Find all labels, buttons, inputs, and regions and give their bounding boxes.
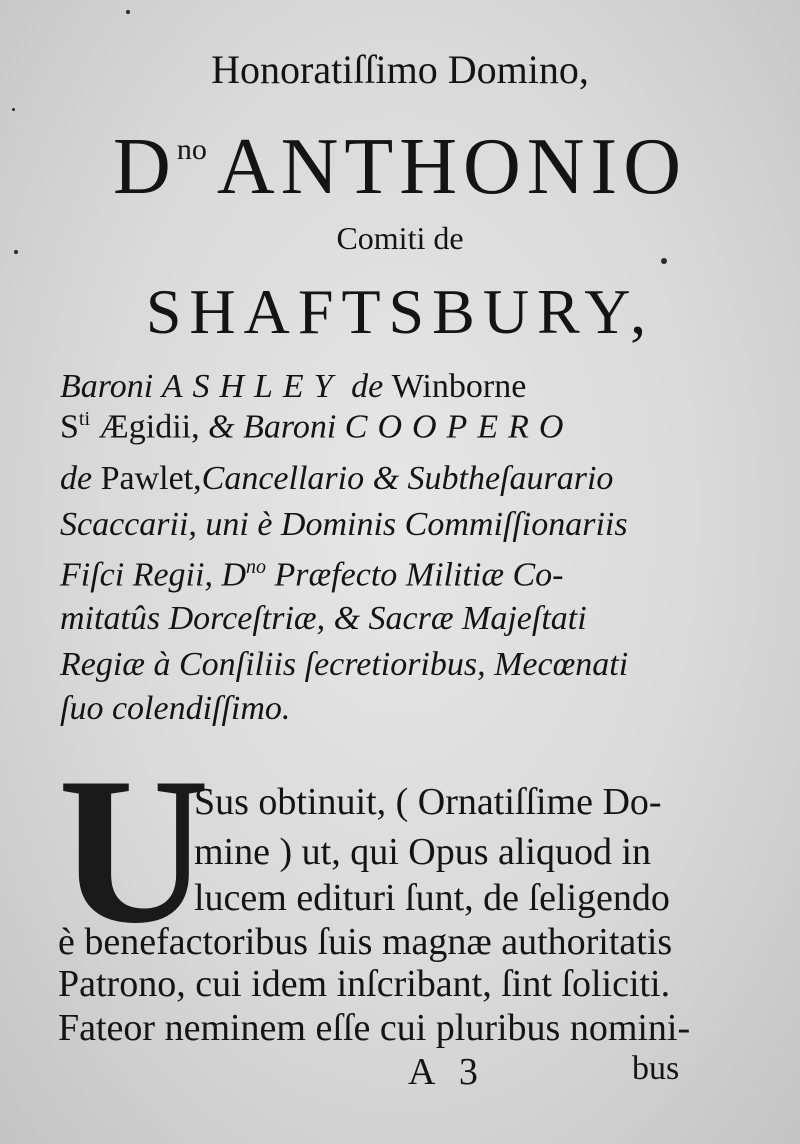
title-superscript: no <box>176 133 207 166</box>
line2-d: Baroni <box>234 408 345 446</box>
line3-b: Pawlet, <box>100 460 202 497</box>
line3-a: de <box>60 460 101 497</box>
line2-c: & <box>208 408 235 446</box>
ink-speck <box>12 108 15 111</box>
line2-e: COOPERO <box>344 408 574 446</box>
line2-sup: ti <box>78 408 91 430</box>
title-prefix: D <box>113 123 177 211</box>
line5-a: Fiſci Regii, D <box>60 556 247 594</box>
line2-b: Ægidii, <box>90 408 209 446</box>
ink-speck <box>14 250 18 254</box>
dedication-line-6: mitatûs Dorceſtriæ, & Sacræ Majeſtati <box>60 600 587 637</box>
line5-b: Præfecto Militiæ Co- <box>266 556 564 594</box>
dedication-line-7: Regiæ à Conſiliis ſecretioribus, Mecœnati <box>60 646 629 683</box>
line3-c: Cancellario & Subtheſaurario <box>201 460 614 497</box>
line2-a: S <box>60 408 79 446</box>
line5-sup: no <box>246 556 267 578</box>
line1-a: Baroni <box>60 368 162 405</box>
dedication-line-3 <box>60 460 613 498</box>
dedication-line-1 <box>60 368 526 406</box>
body-line-1: Sus obtinuit, ( Ornatiſſime Do- <box>194 781 662 823</box>
drop-capital: U <box>58 735 210 967</box>
ink-speck <box>661 258 667 264</box>
line1-b: ASHLEY <box>161 368 343 405</box>
dedication-line-2 <box>60 408 573 446</box>
dedication-line-5 <box>60 556 564 594</box>
comiti-line: Comiti de <box>336 220 464 256</box>
line1-c: de <box>342 368 392 405</box>
ink-speck <box>126 10 130 14</box>
shaftsbury-title: SHAFTSBURY, <box>145 276 655 347</box>
dedication-line-4: Scaccarii, uni è Dominis Commiſſionariis <box>60 506 628 543</box>
body-line-2: mine ) ut, qui Opus aliquod in <box>194 831 652 873</box>
line1-d: Winborne <box>391 368 527 405</box>
catchword: bus <box>632 1050 680 1087</box>
body-line-5: Patrono, cui idem inſcribant, ſint ſoliciti. <box>58 963 671 1005</box>
dedication-line-8: ſuo colendiſſimo. <box>60 690 291 727</box>
body-line-3: lucem edituri ſunt, de ſeligendo <box>194 877 670 919</box>
body-line-4: è benefactoribus ſuis magnæ authoritatis <box>58 921 673 963</box>
signature-mark: A 3 <box>408 1051 486 1093</box>
dedication-heading: Honoratiſſimo Domino, <box>211 47 589 92</box>
dedicatee-name <box>0 122 800 213</box>
body-line-6: Fateor neminem eſſe cui pluribus nomini- <box>58 1007 691 1049</box>
title-name: ANTHONIO <box>216 123 687 211</box>
